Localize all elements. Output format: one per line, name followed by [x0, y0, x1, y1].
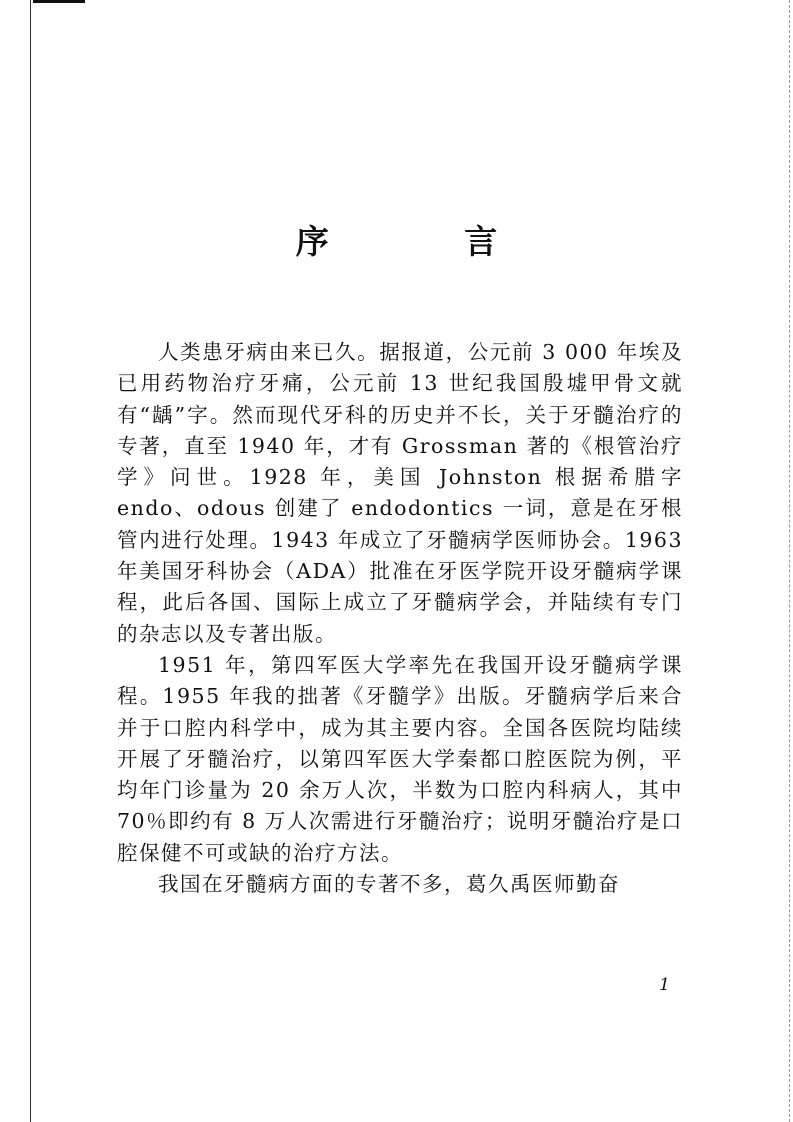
preface-body	[117, 337, 683, 900]
page-number: 1	[659, 975, 670, 995]
right-edge-rule	[789, 0, 791, 1122]
paragraph-1: 人类患牙病由来已久。据报道，公元前 3 000 年埃及已用药物治疗牙痛，公元前 13 世纪我国殷墟甲骨文就有“龋”字。然而现代牙科的历史并不长，关于牙髓治疗的专著，直至 1940 年，才有 Grossman 著的《根管治疗学》问世。1928 年，美国 Johnston 根据希腊字 endo、odous 创建了 endodontics 一词，意是在牙根管内进行处理。1943 年成立了牙髓病学医师协会。1963 年美国牙科协会（ADA）批准在牙医学院开设牙髓病学课程，此后各国、国际上成立了牙髓病学会，并陆续有专门的杂志以及专著出版。	[117, 340, 683, 646]
page-title: 序 言	[295, 222, 560, 261]
top-edge-rule	[33, 0, 85, 3]
paragraph-2: 1951 年，第四军医大学率先在我国开设牙髓病学课程。1955 年我的拙著《牙髓学》出版。牙髓病学后来合并于口腔内科学中，成为其主要内容。全国各医院均陆续开展了牙髓治疗，以第四军医大学秦都口腔医院为例，平均年门诊量为 20 余万人次，半数为口腔内科病人，其中 70％即约有 8 万人次需进行牙髓治疗；说明牙髓治疗是口腔保健不可或缺的治疗方法。	[117, 652, 683, 865]
left-margin-rule	[30, 0, 31, 1122]
paragraph-3: 我国在牙髓病方面的专著不多，葛久禹医师勤奋	[158, 872, 620, 897]
